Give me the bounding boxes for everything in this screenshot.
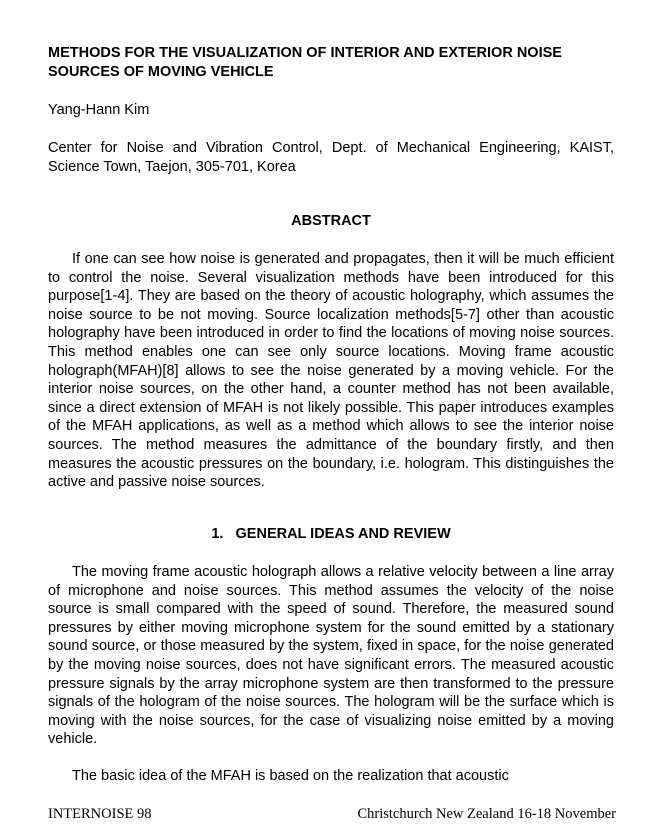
abstract-text: If one can see how noise is generated and propagates, then it will be much efficient to control the noise. Several visualization methods have been introduced for this purpose[1-4]. They are based on the theory of acoustic holography, which assumes the noise source to be not moving. Source localization methods[5-7] other than acoustic holography have been introduced in order to find the locations of moving noise sources. This method enables one can see only source locations. Moving frame acoustic holograph(MFAH)[8] allows to see the noise generated by a moving vehicle. For the interior noise sources, on the other hand, a counter method has not been available, since a direct extension of MFAH is not likely possible. This paper introduces examples of the MFAH applications, as well as a method which allows to see the interior noise sources. The method measures the admittance of the boundary firstly, and then measures the acoustic pressures on the boundary, i.e. hologram. This distinguishes the active and passive noise sources. (48, 251, 614, 491)
footer-conference: INTERNOISE 98 (48, 806, 152, 822)
section-1-paragraph-1: The moving frame acoustic holograph allows a relative velocity between a line array of microphone and noise sources. This method assumes the velocity of the noise source is small compared with the speed of sound. Therefore, the measured sound pressures by either moving microphone system for the sound emitted by a stationary sound source, or those measured by the system, fixed in space, for the noise generated by the moving noise sources, does not have significant errors. The measured acoustic pressure signals by the array microphone system are then transformed to the pressure signals of the hologram of the noise sources. The hologram will be the surface which is moving with the noise sources, for the case of visualizing noise emitted by a moving vehicle. (48, 564, 614, 748)
abstract-heading: ABSTRACT (291, 213, 371, 229)
footer-location-date: Christchurch New Zealand 16-18 November (357, 806, 616, 822)
section-1-paragraph-2: The basic idea of the MFAH is based on the realization that acoustic (72, 768, 509, 784)
section-1-heading: 1. GENERAL IDEAS AND REVIEW (211, 526, 451, 542)
author-affiliation: Center for Noise and Vibration Control, Dept. of Mechanical Engineering, KAIST, Science Town, Taejon, 305-701, Korea (48, 140, 614, 175)
paper-title: METHODS FOR THE VISUALIZATION OF INTERIOR AND EXTERIOR NOISE SOURCES OF MOVING VEHICLE (48, 45, 562, 80)
author-name: Yang-Hann Kim (48, 102, 150, 118)
page-footer (48, 805, 616, 823)
